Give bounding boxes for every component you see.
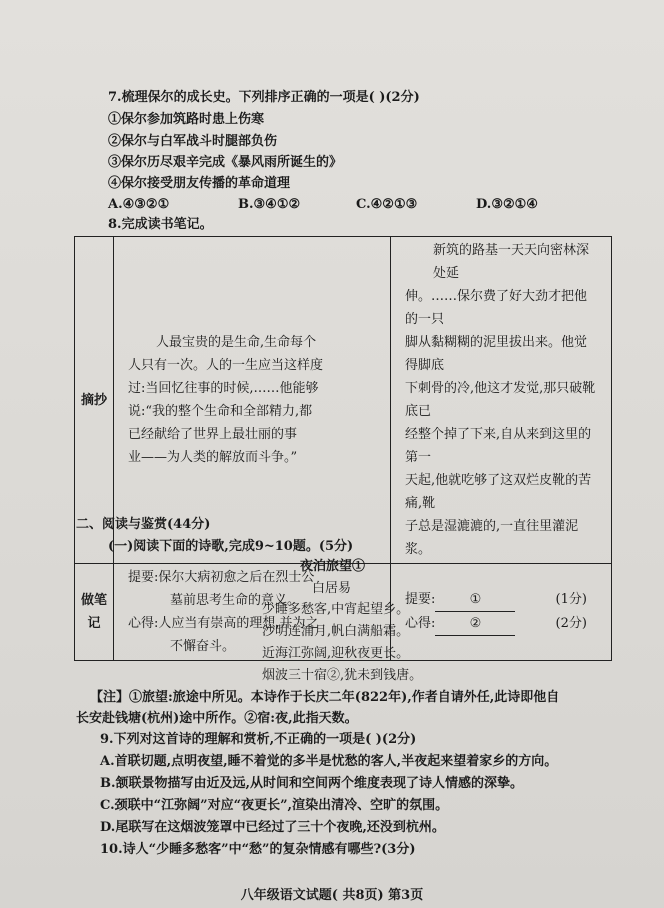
q7-stem: 7.梳理保尔的成长史。下列排序正确的一项是( )(2分) xyxy=(108,90,420,105)
excerpt-right-line: 天起,他就吃够了这双烂皮靴的苦痛,靴 xyxy=(405,473,592,511)
excerpt-right-line: 伸。……保尔费了好大劲才把他的一只 xyxy=(405,289,588,327)
excerpt-right-line: 下刺骨的冷,他这才发觉,那只破靴底已 xyxy=(405,381,596,419)
q10-stem: 10.诗人“少睡多愁客”中“愁”的复杂情感有哪些?(3分) xyxy=(100,842,416,857)
poem-line: 沙明连浦月,帆白满船霜。 xyxy=(262,624,410,639)
q7-choice-d: D.③②①④ xyxy=(476,197,538,212)
notes-left-line: 心得:人应当有崇高的理想,并为之 xyxy=(128,616,319,631)
poem-note-line: 长安赴钱塘(杭州)途中所作。②宿:夜,此指天数。 xyxy=(76,711,358,726)
xinde-answer-line xyxy=(405,612,599,636)
excerpt-right-line: 经整个掉了下来,自从来到这里的第一 xyxy=(405,427,592,465)
tiyao-answer-line xyxy=(405,588,599,612)
xinde-label: 心得: xyxy=(405,616,436,631)
q7-option-1: ①保尔参加筑路时患上伤寒 xyxy=(108,112,265,127)
q9-option-b: B.颔联景物描写由近及远,从时间和空间两个维度表现了诗人情感的深挚。 xyxy=(100,776,524,791)
poem-line: 少睡多愁客,中宵起望乡。 xyxy=(262,602,410,617)
excerpt-left-cell xyxy=(114,237,391,564)
q7-option-4: ④保尔接受朋友传播的革命道理 xyxy=(108,176,291,191)
page-footer: 八年级语文试题( 共8页) 第3页 xyxy=(240,888,424,903)
q8-stem: 8.完成读书笔记。 xyxy=(108,217,213,232)
tiyao-mark: ① xyxy=(469,592,482,607)
poem-note-line: 【注】①旅望:旅途中所见。本诗作于长庆二年(822年),作者自请外任,此诗即他自 xyxy=(90,690,560,705)
xinde-blank[interactable] xyxy=(435,612,515,636)
poem-author: 白居易 xyxy=(312,581,352,596)
q7-choice-b: B.③④①② xyxy=(238,197,301,212)
excerpt-right-line: 子总是湿漉漉的,一直往里灌泥浆。 xyxy=(405,519,579,557)
excerpt-left-line: 说:“我的整个生命和全部精力,都 xyxy=(128,404,313,419)
tiyao-score: (1分) xyxy=(555,592,587,607)
notes-left-line: 提要:保尔大病初愈之后在烈士公 xyxy=(128,570,315,585)
excerpt-left-line: 业——为人类的解放而斗争。” xyxy=(128,450,298,465)
q7-option-3: ③保尔历尽艰辛完成《暴风雨所诞生的》 xyxy=(108,155,343,170)
excerpt-right-line: 新筑的路基一天天向密林深处延 xyxy=(433,243,590,281)
notes-right-cell xyxy=(391,564,612,661)
excerpt-right-cell xyxy=(391,237,612,564)
q7-choice-c: C.④②①③ xyxy=(356,197,418,212)
section-heading: 二、阅读与鉴赏(44分) xyxy=(76,517,211,532)
excerpt-left-line: 人最宝贵的是生命,生命每个 xyxy=(156,335,317,350)
q9-option-c: C.颈联中“江弥阔”对应“夜更长”,渲染出清冷、空旷的氛围。 xyxy=(100,798,449,813)
excerpt-left-line: 人只有一次。人的一生应当这样度 xyxy=(128,358,324,373)
notes-left-line: 不懈奋斗。 xyxy=(170,639,236,654)
xinde-mark: ② xyxy=(469,616,482,631)
notes-left-line: 墓前思考生命的意义。 xyxy=(170,593,301,608)
excerpt-left-line: 过:当回忆往事的时候,……他能够 xyxy=(128,381,319,396)
poem-line: 烟波三十宿②,犹未到钱唐。 xyxy=(262,668,423,683)
q9-option-d: D.尾联写在这烟波笼罩中已经过了三十个夜晚,还没到杭州。 xyxy=(100,820,445,835)
q7-option-2: ②保尔与白军战斗时腿部负伤 xyxy=(108,134,278,149)
excerpt-right-line: 脚从黏糊糊的泥里拔出来。他觉得脚底 xyxy=(405,335,588,373)
q9-option-a: A.首联切题,点明夜望,睡不着觉的多半是忧愁的客人,半夜起来望着家乡的方向。 xyxy=(100,754,558,769)
tiyao-label: 提要: xyxy=(405,592,436,607)
xinde-score: (2分) xyxy=(555,616,587,631)
notes-label: 做笔记 xyxy=(75,564,114,661)
q9-stem: 9.下列对这首诗的理解和赏析,不正确的一项是( )(2分) xyxy=(100,732,417,747)
poem-line: 近海江弥阔,迎秋夜更长。 xyxy=(262,646,410,661)
section-subheading: (一)阅读下面的诗歌,完成9~10题。(5分) xyxy=(108,539,354,554)
q7-choice-a: A.④③②① xyxy=(108,197,170,212)
excerpt-label: 摘抄 xyxy=(75,237,114,564)
poem-title: 夜泊旅望① xyxy=(300,559,366,574)
excerpt-left-line: 已经献给了世界上最壮丽的事 xyxy=(128,427,298,442)
tiyao-blank[interactable] xyxy=(435,588,515,612)
